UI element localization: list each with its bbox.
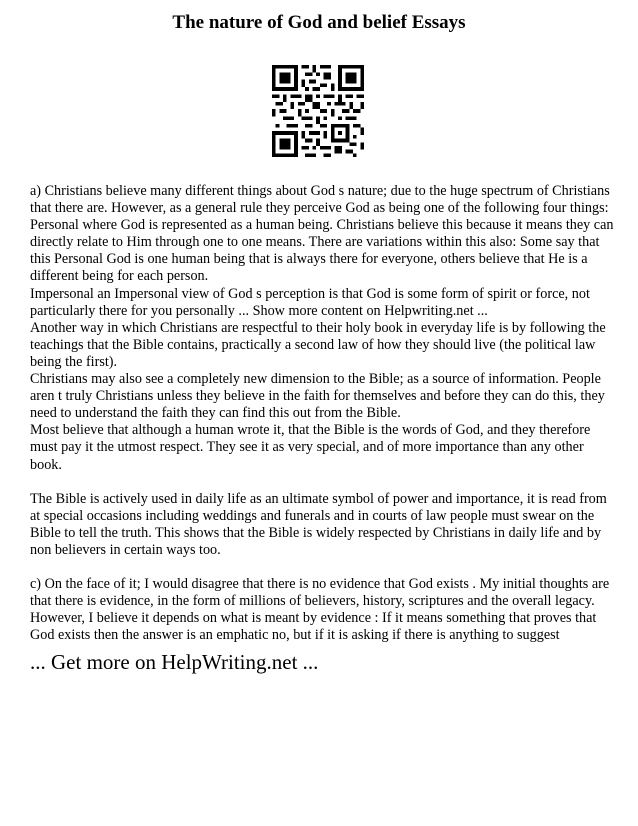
get-more-link[interactable]: ... Get more on HelpWriting.net ...	[30, 650, 319, 674]
paragraph: The Bible is actively used in daily life as an ultimate symbol of power and importance, it is read from at special occasions including weddings and funerals and in courts of law people must swear on the Bible to tell the truth. This shows that the Bible is widely respected by Christians in daily life and by non believers in certain ways too.	[30, 490, 607, 558]
paragraph: Another way in which Christians are respectful to their holy book in everyday life is by following the teachings that the Bible contains, practically a second law of how they should live (the political law being the first).	[30, 319, 606, 370]
document-title: The nature of God and belief Essays	[172, 12, 466, 33]
essay-body	[30, 183, 615, 645]
qr-code	[272, 65, 364, 157]
paragraph: c) On the face of it; I would disagree that there is no evidence that God exists . My initial thoughts are that there is evidence, in the form of millions of believers, history, scriptures and the overall legacy. However, I believe it depends on what is meant by evidence : If it means something that proves that God exists then the answer is an emphatic no, but if it is asking if there is anything to suggest	[30, 576, 610, 644]
paragraph: Impersonal an Impersonal view of God s perception is that God is some form of spirit or force, not particularly there for you personally ... Show more content on Helpwriting.net ...	[30, 285, 590, 319]
paragraph: a) Christians believe many different things about God s nature; due to the huge spectrum of Christians that there are. However, as a general rule they perceive God as being one of the following four things: Personal where God is represented as a human being. Christians believe this because it means they can directly relate to Him through one to one means. There are variations within this also: Some say that this Personal God is one human being that is always there for everyone, others believe that He is a different being for each person.	[30, 183, 614, 285]
paragraph: Most believe that although a human wrote it, that the Bible is the words of God, and they therefore must pay it the utmost respect. They see it as very special, and of more importance than any other book.	[30, 422, 591, 473]
paragraph: Christians may also see a completely new dimension to the Bible; as a source of information. People aren t truly Christians unless they believe in the faith for themselves and before they can do this, they need to understand the faith they can find this out from the Bible.	[30, 371, 605, 422]
